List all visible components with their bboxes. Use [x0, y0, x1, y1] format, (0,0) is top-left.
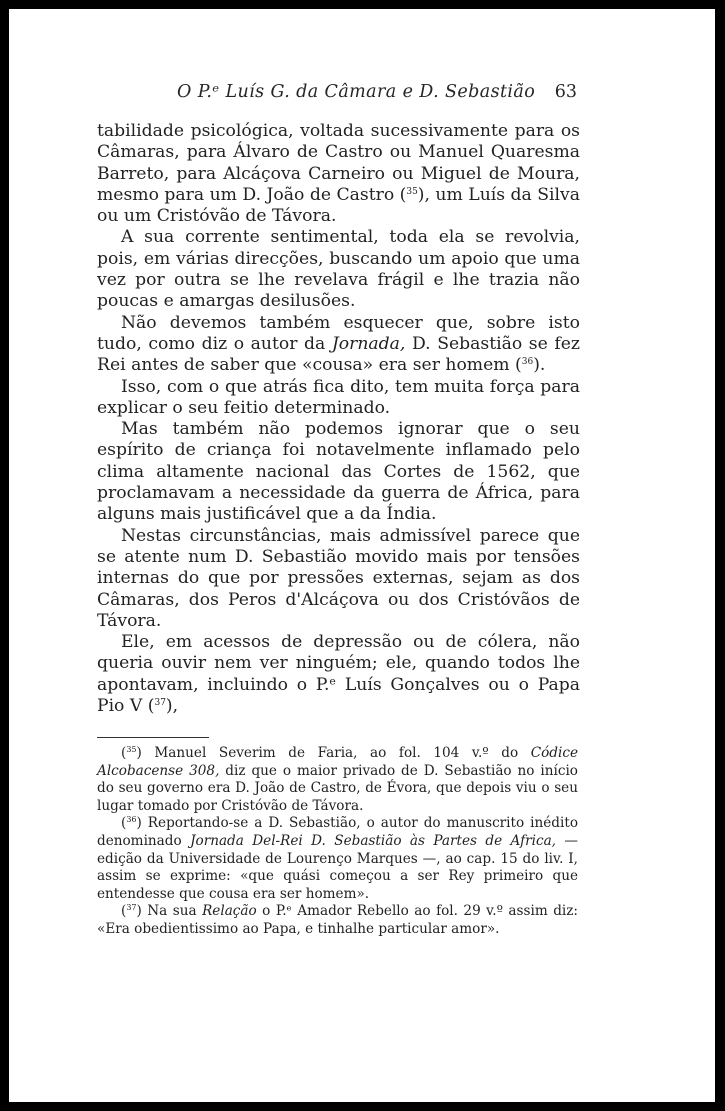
footnote-37-text: Na sua — [141, 903, 203, 920]
footnote-36-mark: 36 — [126, 815, 137, 825]
footnote-37: ($^{37}$) Na sua Relação o P.ᵉ Amador Rebello ao fol. 29 v.º assim diz: «Era obedientissimo ao Papa, e tinhalhe particular amor». — [97, 903, 578, 937]
footnote-ref-36: 36 — [521, 357, 534, 368]
footnote-36: ($^{36}$) Reportando-se a D. Sebastião, o autor do manuscrito inédito denominado Jornada Del-Rei D. Sebastião às Partes de Africa, — edição da Universidade de Lourenço Marques —, ao cap. 15 do liv. I, assim se exprime: «que quási começou a ser Rey primeiro que entendesse que cousa era ser homem». — [97, 815, 578, 902]
paragraph-2: A sua corrente sentimental, toda ela se revolvia, pois, em várias direcções, buscando um apoio que uma vez por outra se lhe revelava frágil e lhe trazia não poucas e amargas desilusões. — [97, 227, 580, 312]
paragraph-3-end: ). — [533, 355, 546, 376]
paragraph-4: Isso, com o que atrás fica dito, tem muita força para explicar o seu feitio determinado. — [97, 376, 580, 418]
paragraph-1 — [97, 121, 580, 227]
work-title-codice: Códice Alcobacense 308, — [97, 745, 578, 779]
footnote-36-text: Reportando-se a D. Sebastião, o autor do manuscrito inédito denominado — [97, 815, 578, 849]
footnote-35-mark: 35 — [126, 745, 137, 754]
work-title-jornada: Jornada, — [331, 333, 406, 354]
running-head — [97, 77, 577, 107]
work-title-relacao: Relação — [202, 903, 257, 920]
book-page — [9, 9, 715, 1102]
footnote-37-mark: 37 — [126, 903, 137, 913]
work-title-jornada-full: Jornada Del-Rei D. Sebastião às Partes de Africa, — [190, 832, 556, 849]
paragraph-5: Mas também não podemos ignorar que o seu espírito de criança foi notavelmente inflamado pelo clima altamente nacional das Cortes de 1562, que proclamavam a necessidade da guerra de África, para alguns mais justificável que a da Índia. — [97, 419, 580, 525]
paragraph-7-text: Ele, em acessos de depressão ou de cólera, não queria ouvir nem ver ninguém; ele, quando todos lhe apontavam, incluindo o P.ᵉ Luís Gonçalves ou o Papa Pio V ( — [97, 632, 580, 717]
footnote-ref-35: 35 — [406, 186, 418, 197]
paragraph-7-end: ), — [165, 696, 179, 717]
footnote-35-text-b: diz que o maior privado de D. Sebastião no início do seu governo era D. João de Castro, de Évora, que depois viu o seu lugar tomado por Cristóvão de Távora. — [97, 762, 578, 814]
footnotes — [97, 745, 578, 939]
footnote-rule — [97, 737, 209, 738]
paragraph-1-text: tabilidade psicológica, voltada sucessivamente para os Câmaras, para Álvaro de Castro ou Manuel Quaresma Barreto, para Alcáçova Carneiro ou Miguel de Moura, mesmo para um D. João de Castro ( — [97, 121, 580, 205]
footnote-ref-37: 37 — [154, 698, 166, 709]
footnote-35-text: Manuel Severim de Faria, ao fol. 104 v.º do — [141, 745, 531, 761]
body-text — [97, 121, 580, 717]
footnote-36-text-b: — edição da Universidade de Lourenço Marques —, ao cap. 15 do liv. I, assim se exprime: «que quási começou a ser Rey primeiro que entendesse que cousa era ser homem». — [97, 832, 578, 902]
running-title: O P.ᵉ Luís G. da Câmara e D. Sebastião — [177, 82, 536, 102]
paragraph-3-text: Não devemos também esquecer que, sobre isto tudo, como diz o autor da — [97, 312, 580, 354]
paragraph-6: Nestas circunstâncias, mais admissível parece que se atente num D. Sebastião movido mais por tensões internas do que por pressões externas, sejam as dos Câmaras, dos Peros d'Alcáçova ou dos Cristóvãos de Távora. — [97, 525, 580, 631]
footnote-35: ($^{35}$) Manuel Severim de Faria, ao fol. 104 v.º do Códice Alcobacense 308, diz que o maior privado de D. Sebastião no início do seu governo era D. João de Castro, de Évora, que depois viu o seu lugar tomado por Cristóvão de Távora. — [97, 745, 578, 814]
footnote-37-text-b: o P.ᵉ Amador Rebello ao fol. 29 v.º assim diz: «Era obedientissimo ao Papa, e tinhalhe particular amor». — [97, 903, 578, 937]
paragraph-7 — [97, 632, 580, 717]
paragraph-3-text-b: D. Sebastião se fez Rei antes de saber que «cousa» era ser homem ( — [97, 333, 580, 376]
paragraph-1-end: ), um Luís da Silva ou um Cristóvão de Távora. — [97, 184, 580, 227]
page-number: 63 — [554, 82, 577, 102]
paragraph-3 — [97, 313, 580, 377]
